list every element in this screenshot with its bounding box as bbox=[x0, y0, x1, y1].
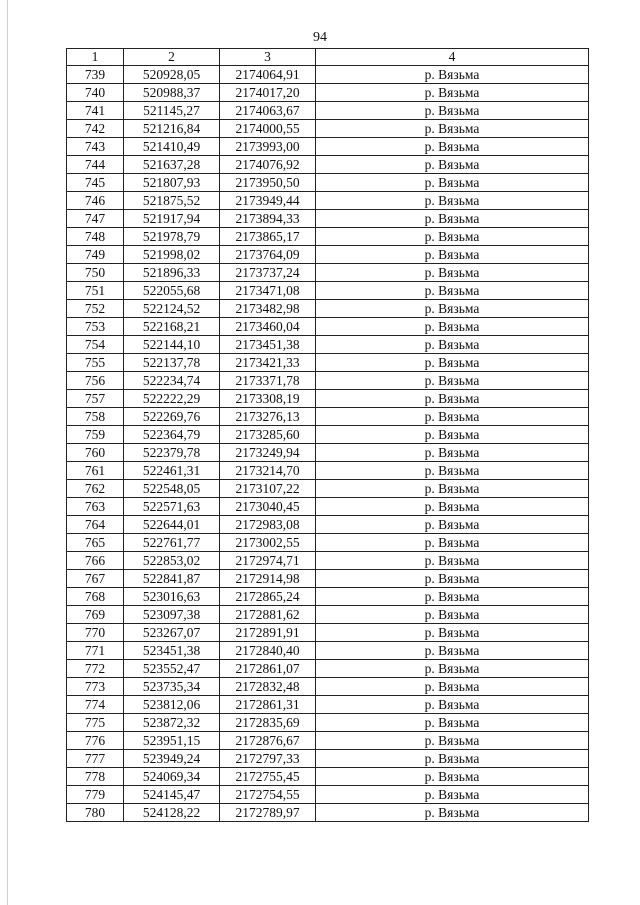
point-number-cell: 751 bbox=[67, 282, 124, 300]
table-row bbox=[67, 354, 589, 372]
x-coordinate-cell: 523451,38 bbox=[124, 642, 220, 660]
description-cell: р. Вязьма bbox=[316, 120, 589, 138]
y-coordinate-cell: 2172861,31 bbox=[220, 696, 316, 714]
x-coordinate-cell: 521896,33 bbox=[124, 264, 220, 282]
x-coordinate-cell: 521807,93 bbox=[124, 174, 220, 192]
table-row bbox=[67, 516, 589, 534]
y-coordinate-cell: 2173764,09 bbox=[220, 246, 316, 264]
point-number-cell: 767 bbox=[67, 570, 124, 588]
point-number-cell: 762 bbox=[67, 480, 124, 498]
y-coordinate-cell: 2173371,78 bbox=[220, 372, 316, 390]
y-coordinate-cell: 2172861,07 bbox=[220, 660, 316, 678]
x-coordinate-cell: 522853,02 bbox=[124, 552, 220, 570]
x-coordinate-cell: 522379,78 bbox=[124, 444, 220, 462]
x-coordinate-cell: 523949,24 bbox=[124, 750, 220, 768]
table-row bbox=[67, 102, 589, 120]
y-coordinate-cell: 2174000,55 bbox=[220, 120, 316, 138]
x-coordinate-cell: 524128,22 bbox=[124, 804, 220, 822]
point-number-cell: 749 bbox=[67, 246, 124, 264]
table-row bbox=[67, 786, 589, 804]
column-header-4: 4 bbox=[316, 49, 589, 66]
x-coordinate-cell: 523951,15 bbox=[124, 732, 220, 750]
table-row bbox=[67, 624, 589, 642]
y-coordinate-cell: 2173107,22 bbox=[220, 480, 316, 498]
x-coordinate-cell: 523812,06 bbox=[124, 696, 220, 714]
y-coordinate-cell: 2172974,71 bbox=[220, 552, 316, 570]
description-cell: р. Вязьма bbox=[316, 660, 589, 678]
description-cell: р. Вязьма bbox=[316, 138, 589, 156]
table-row bbox=[67, 264, 589, 282]
x-coordinate-cell: 522144,10 bbox=[124, 336, 220, 354]
x-coordinate-cell: 523872,32 bbox=[124, 714, 220, 732]
y-coordinate-cell: 2172755,45 bbox=[220, 768, 316, 786]
description-cell: р. Вязьма bbox=[316, 498, 589, 516]
point-number-cell: 754 bbox=[67, 336, 124, 354]
point-number-cell: 741 bbox=[67, 102, 124, 120]
column-header-2: 2 bbox=[124, 49, 220, 66]
y-coordinate-cell: 2173865,17 bbox=[220, 228, 316, 246]
table-row bbox=[67, 588, 589, 606]
y-coordinate-cell: 2172797,33 bbox=[220, 750, 316, 768]
description-cell: р. Вязьма bbox=[316, 516, 589, 534]
description-cell: р. Вязьма bbox=[316, 408, 589, 426]
description-cell: р. Вязьма bbox=[316, 804, 589, 822]
coordinates-table bbox=[66, 48, 589, 822]
x-coordinate-cell: 522222,29 bbox=[124, 390, 220, 408]
y-coordinate-cell: 2173471,08 bbox=[220, 282, 316, 300]
description-cell: р. Вязьма bbox=[316, 318, 589, 336]
table-row bbox=[67, 372, 589, 390]
x-coordinate-cell: 521216,84 bbox=[124, 120, 220, 138]
point-number-cell: 766 bbox=[67, 552, 124, 570]
point-number-cell: 775 bbox=[67, 714, 124, 732]
description-cell: р. Вязьма bbox=[316, 552, 589, 570]
table-row bbox=[67, 462, 589, 480]
description-cell: р. Вязьма bbox=[316, 156, 589, 174]
x-coordinate-cell: 523097,38 bbox=[124, 606, 220, 624]
description-cell: р. Вязьма bbox=[316, 336, 589, 354]
y-coordinate-cell: 2172876,67 bbox=[220, 732, 316, 750]
description-cell: р. Вязьма bbox=[316, 192, 589, 210]
point-number-cell: 773 bbox=[67, 678, 124, 696]
description-cell: р. Вязьма bbox=[316, 246, 589, 264]
y-coordinate-cell: 2173949,44 bbox=[220, 192, 316, 210]
description-cell: р. Вязьма bbox=[316, 174, 589, 192]
x-coordinate-cell: 522269,76 bbox=[124, 408, 220, 426]
point-number-cell: 772 bbox=[67, 660, 124, 678]
description-cell: р. Вязьма bbox=[316, 588, 589, 606]
table-row bbox=[67, 750, 589, 768]
point-number-cell: 753 bbox=[67, 318, 124, 336]
table-row bbox=[67, 318, 589, 336]
point-number-cell: 739 bbox=[67, 66, 124, 84]
y-coordinate-cell: 2173040,45 bbox=[220, 498, 316, 516]
x-coordinate-cell: 522548,05 bbox=[124, 480, 220, 498]
point-number-cell: 770 bbox=[67, 624, 124, 642]
description-cell: р. Вязьма bbox=[316, 84, 589, 102]
x-coordinate-cell: 522761,77 bbox=[124, 534, 220, 552]
table-row bbox=[67, 444, 589, 462]
y-coordinate-cell: 2172754,55 bbox=[220, 786, 316, 804]
point-number-cell: 742 bbox=[67, 120, 124, 138]
table-row bbox=[67, 768, 589, 786]
y-coordinate-cell: 2173993,00 bbox=[220, 138, 316, 156]
y-coordinate-cell: 2172840,40 bbox=[220, 642, 316, 660]
y-coordinate-cell: 2172983,08 bbox=[220, 516, 316, 534]
x-coordinate-cell: 523552,47 bbox=[124, 660, 220, 678]
point-number-cell: 740 bbox=[67, 84, 124, 102]
description-cell: р. Вязьма bbox=[316, 102, 589, 120]
description-cell: р. Вязьма bbox=[316, 534, 589, 552]
description-cell: р. Вязьма bbox=[316, 480, 589, 498]
table-row bbox=[67, 300, 589, 318]
y-coordinate-cell: 2174064,91 bbox=[220, 66, 316, 84]
y-coordinate-cell: 2173214,70 bbox=[220, 462, 316, 480]
description-cell: р. Вязьма bbox=[316, 426, 589, 444]
point-number-cell: 774 bbox=[67, 696, 124, 714]
description-cell: р. Вязьма bbox=[316, 750, 589, 768]
table-row bbox=[67, 120, 589, 138]
point-number-cell: 765 bbox=[67, 534, 124, 552]
y-coordinate-cell: 2173002,55 bbox=[220, 534, 316, 552]
description-cell: р. Вязьма bbox=[316, 228, 589, 246]
y-coordinate-cell: 2174017,20 bbox=[220, 84, 316, 102]
table-row bbox=[67, 714, 589, 732]
y-coordinate-cell: 2173460,04 bbox=[220, 318, 316, 336]
y-coordinate-cell: 2172865,24 bbox=[220, 588, 316, 606]
x-coordinate-cell: 522137,78 bbox=[124, 354, 220, 372]
y-coordinate-cell: 2173276,13 bbox=[220, 408, 316, 426]
point-number-cell: 743 bbox=[67, 138, 124, 156]
table-row bbox=[67, 642, 589, 660]
x-coordinate-cell: 522461,31 bbox=[124, 462, 220, 480]
scan-edge-line bbox=[7, 0, 8, 905]
description-cell: р. Вязьма bbox=[316, 282, 589, 300]
point-number-cell: 744 bbox=[67, 156, 124, 174]
point-number-cell: 745 bbox=[67, 174, 124, 192]
description-cell: р. Вязьма bbox=[316, 210, 589, 228]
point-number-cell: 777 bbox=[67, 750, 124, 768]
table-row bbox=[67, 174, 589, 192]
description-cell: р. Вязьма bbox=[316, 264, 589, 282]
point-number-cell: 746 bbox=[67, 192, 124, 210]
x-coordinate-cell: 522841,87 bbox=[124, 570, 220, 588]
y-coordinate-cell: 2172891,91 bbox=[220, 624, 316, 642]
x-coordinate-cell: 521145,27 bbox=[124, 102, 220, 120]
point-number-cell: 780 bbox=[67, 804, 124, 822]
column-header-1: 1 bbox=[67, 49, 124, 66]
description-cell: р. Вязьма bbox=[316, 444, 589, 462]
table-row bbox=[67, 408, 589, 426]
y-coordinate-cell: 2174063,67 bbox=[220, 102, 316, 120]
table-row bbox=[67, 534, 589, 552]
description-cell: р. Вязьма bbox=[316, 354, 589, 372]
description-cell: р. Вязьма bbox=[316, 768, 589, 786]
x-coordinate-cell: 520988,37 bbox=[124, 84, 220, 102]
point-number-cell: 764 bbox=[67, 516, 124, 534]
y-coordinate-cell: 2173894,33 bbox=[220, 210, 316, 228]
point-number-cell: 750 bbox=[67, 264, 124, 282]
y-coordinate-cell: 2173285,60 bbox=[220, 426, 316, 444]
point-number-cell: 763 bbox=[67, 498, 124, 516]
x-coordinate-cell: 521875,52 bbox=[124, 192, 220, 210]
table-row bbox=[67, 570, 589, 588]
point-number-cell: 779 bbox=[67, 786, 124, 804]
table-row bbox=[67, 678, 589, 696]
x-coordinate-cell: 521637,28 bbox=[124, 156, 220, 174]
description-cell: р. Вязьма bbox=[316, 66, 589, 84]
x-coordinate-cell: 522571,63 bbox=[124, 498, 220, 516]
point-number-cell: 758 bbox=[67, 408, 124, 426]
table-row bbox=[67, 246, 589, 264]
table-row bbox=[67, 156, 589, 174]
point-number-cell: 752 bbox=[67, 300, 124, 318]
x-coordinate-cell: 522644,01 bbox=[124, 516, 220, 534]
description-cell: р. Вязьма bbox=[316, 570, 589, 588]
point-number-cell: 759 bbox=[67, 426, 124, 444]
x-coordinate-cell: 521978,79 bbox=[124, 228, 220, 246]
point-number-cell: 771 bbox=[67, 642, 124, 660]
point-number-cell: 778 bbox=[67, 768, 124, 786]
x-coordinate-cell: 522168,21 bbox=[124, 318, 220, 336]
y-coordinate-cell: 2172835,69 bbox=[220, 714, 316, 732]
column-header-3: 3 bbox=[220, 49, 316, 66]
point-number-cell: 755 bbox=[67, 354, 124, 372]
y-coordinate-cell: 2173249,94 bbox=[220, 444, 316, 462]
description-cell: р. Вязьма bbox=[316, 732, 589, 750]
table-row bbox=[67, 84, 589, 102]
table-row bbox=[67, 210, 589, 228]
table-row bbox=[67, 804, 589, 822]
x-coordinate-cell: 521917,94 bbox=[124, 210, 220, 228]
table-row bbox=[67, 498, 589, 516]
x-coordinate-cell: 521998,02 bbox=[124, 246, 220, 264]
table-row bbox=[67, 660, 589, 678]
description-cell: р. Вязьма bbox=[316, 390, 589, 408]
table-row bbox=[67, 606, 589, 624]
description-cell: р. Вязьма bbox=[316, 372, 589, 390]
description-cell: р. Вязьма bbox=[316, 642, 589, 660]
description-cell: р. Вязьма bbox=[316, 714, 589, 732]
point-number-cell: 757 bbox=[67, 390, 124, 408]
page-number: 94 bbox=[313, 30, 327, 45]
table-row bbox=[67, 66, 589, 84]
x-coordinate-cell: 522124,52 bbox=[124, 300, 220, 318]
table-row bbox=[67, 138, 589, 156]
point-number-cell: 756 bbox=[67, 372, 124, 390]
y-coordinate-cell: 2173737,24 bbox=[220, 264, 316, 282]
table-row bbox=[67, 282, 589, 300]
y-coordinate-cell: 2173308,19 bbox=[220, 390, 316, 408]
description-cell: р. Вязьма bbox=[316, 624, 589, 642]
y-coordinate-cell: 2173482,98 bbox=[220, 300, 316, 318]
description-cell: р. Вязьма bbox=[316, 786, 589, 804]
table-row bbox=[67, 696, 589, 714]
x-coordinate-cell: 523267,07 bbox=[124, 624, 220, 642]
table-row bbox=[67, 336, 589, 354]
y-coordinate-cell: 2172914,98 bbox=[220, 570, 316, 588]
x-coordinate-cell: 522055,68 bbox=[124, 282, 220, 300]
y-coordinate-cell: 2173421,33 bbox=[220, 354, 316, 372]
x-coordinate-cell: 524145,47 bbox=[124, 786, 220, 804]
table-row bbox=[67, 552, 589, 570]
description-cell: р. Вязьма bbox=[316, 696, 589, 714]
x-coordinate-cell: 521410,49 bbox=[124, 138, 220, 156]
table-row bbox=[67, 228, 589, 246]
description-cell: р. Вязьма bbox=[316, 300, 589, 318]
point-number-cell: 748 bbox=[67, 228, 124, 246]
x-coordinate-cell: 524069,34 bbox=[124, 768, 220, 786]
table-row bbox=[67, 426, 589, 444]
y-coordinate-cell: 2172789,97 bbox=[220, 804, 316, 822]
point-number-cell: 747 bbox=[67, 210, 124, 228]
x-coordinate-cell: 523016,63 bbox=[124, 588, 220, 606]
x-coordinate-cell: 522364,79 bbox=[124, 426, 220, 444]
description-cell: р. Вязьма bbox=[316, 678, 589, 696]
x-coordinate-cell: 523735,34 bbox=[124, 678, 220, 696]
table-row bbox=[67, 480, 589, 498]
description-cell: р. Вязьма bbox=[316, 462, 589, 480]
description-cell: р. Вязьма bbox=[316, 606, 589, 624]
table-header-row bbox=[67, 49, 589, 66]
y-coordinate-cell: 2174076,92 bbox=[220, 156, 316, 174]
y-coordinate-cell: 2172881,62 bbox=[220, 606, 316, 624]
table-body bbox=[67, 66, 589, 822]
y-coordinate-cell: 2172832,48 bbox=[220, 678, 316, 696]
x-coordinate-cell: 522234,74 bbox=[124, 372, 220, 390]
y-coordinate-cell: 2173950,50 bbox=[220, 174, 316, 192]
y-coordinate-cell: 2173451,38 bbox=[220, 336, 316, 354]
point-number-cell: 776 bbox=[67, 732, 124, 750]
point-number-cell: 769 bbox=[67, 606, 124, 624]
table-row bbox=[67, 192, 589, 210]
x-coordinate-cell: 520928,05 bbox=[124, 66, 220, 84]
table-row bbox=[67, 732, 589, 750]
point-number-cell: 768 bbox=[67, 588, 124, 606]
point-number-cell: 760 bbox=[67, 444, 124, 462]
table-row bbox=[67, 390, 589, 408]
point-number-cell: 761 bbox=[67, 462, 124, 480]
